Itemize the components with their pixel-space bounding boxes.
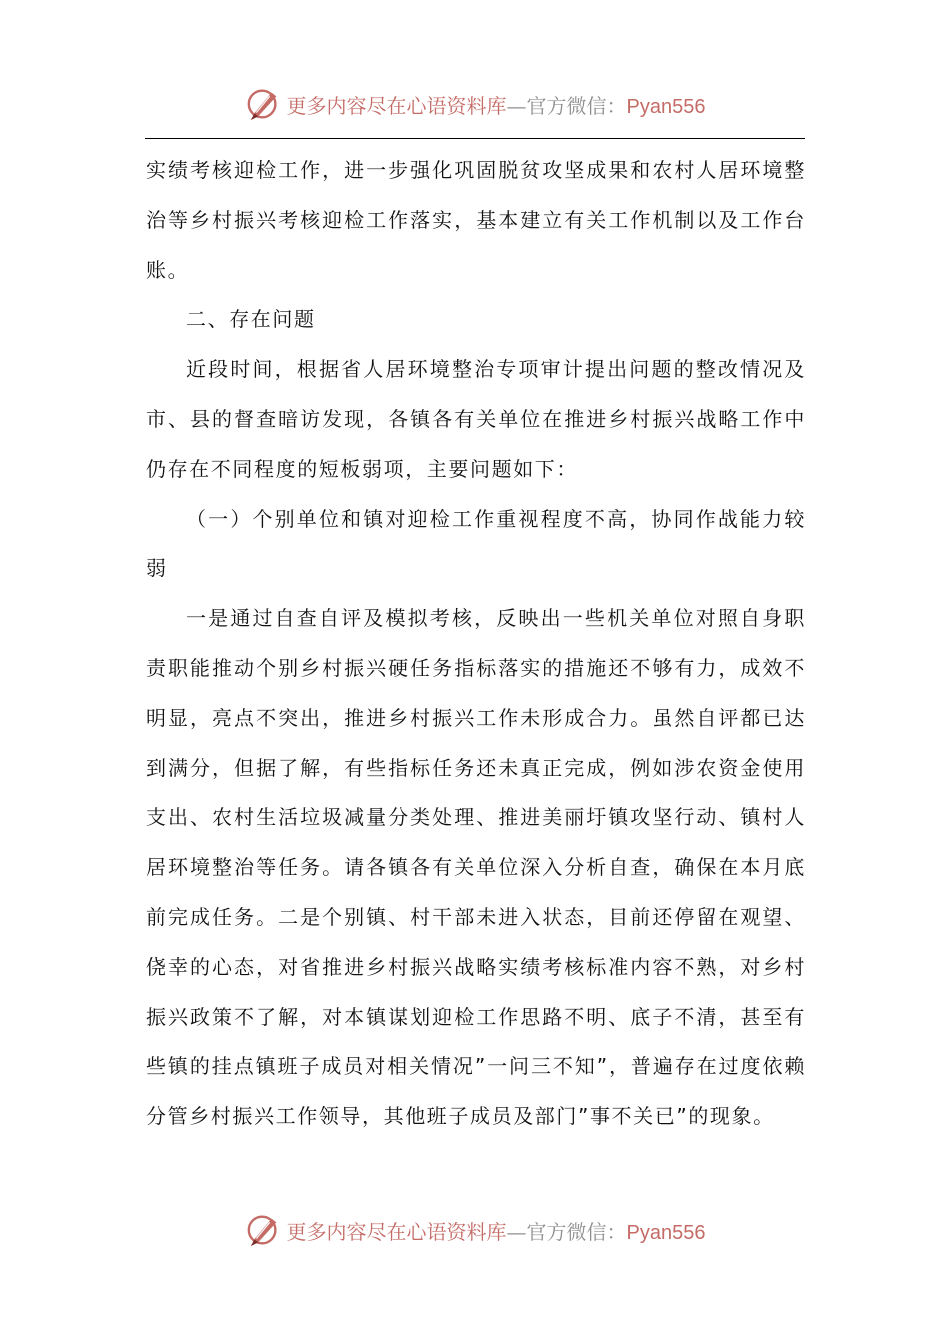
- header-brand-text: 更多内容尽在心语资料库: [286, 93, 507, 118]
- header-wechat-id: Pyan556: [626, 95, 706, 118]
- header-dash: —: [506, 93, 527, 118]
- header-banner-text: [287, 90, 706, 119]
- section-heading: 二、存在问题: [186, 307, 316, 332]
- footer-wechat-id: Pyan556: [626, 1221, 706, 1244]
- header-rule: [145, 138, 805, 139]
- footer-dash: —: [506, 1219, 527, 1244]
- paragraph: 近段时间，根据省人居环境整治专项审计提出问题的整改情况及市、县的督查暗访发现，各镇各有关单位在推进乡村振兴战略工作中仍存在不同程度的短板弱项，主要问题如下：: [146, 357, 806, 481]
- footer-brand-text: 更多内容尽在心语资料库: [286, 1219, 507, 1244]
- document-body: [146, 146, 806, 1142]
- pen-quill-logo-icon: [245, 85, 283, 123]
- pen-quill-logo-icon: [245, 1211, 283, 1249]
- paragraph: 一是通过自查自评及模拟考核，反映出一些机关单位对照自身职责职能推动个别乡村振兴硬任务指标落实的措施还不够有力，成效不明显，亮点不突出，推进乡村振兴工作未形成合力。虽然自评都已达到满分，但据了解，有些指标任务还未真正完成，例如涉农资金使用支出、农村生活垃圾减量分类处理、推进美丽圩镇攻坚行动、镇村人居环境整治等任务。请各镇各有关单位深入分析自查，确保在本月底前完成任务。二是个别镇、村干部未进入状态，目前还停留在观望、侥幸的心态，对省推进乡村振兴战略实绩考核标准内容不熟，对乡村振兴政策不了解，对本镇谋划迎检工作思路不明、底子不清，甚至有些镇的挂点镇班子成员对相关情况”一问三不知”，普遍存在过度依赖分管乡村振兴工作领导，其他班子成员及部门”事不关已”的现象。: [146, 606, 806, 1129]
- subsection-heading: （一）个别单位和镇对迎检工作重视程度不高，协同作战能力较弱: [146, 506, 806, 581]
- header-banner: [0, 84, 950, 124]
- header-official-label: 官方微信：: [526, 93, 627, 118]
- footer-official-label: 官方微信：: [526, 1219, 627, 1244]
- paragraph-continuation: 实绩考核迎检工作，进一步强化巩固脱贫攻坚成果和农村人居环境整治等乡村振兴考核迎检工作落实，基本建立有关工作机制以及工作台账。: [146, 158, 806, 282]
- footer-banner: [0, 1210, 950, 1250]
- footer-banner-text: [287, 1216, 706, 1245]
